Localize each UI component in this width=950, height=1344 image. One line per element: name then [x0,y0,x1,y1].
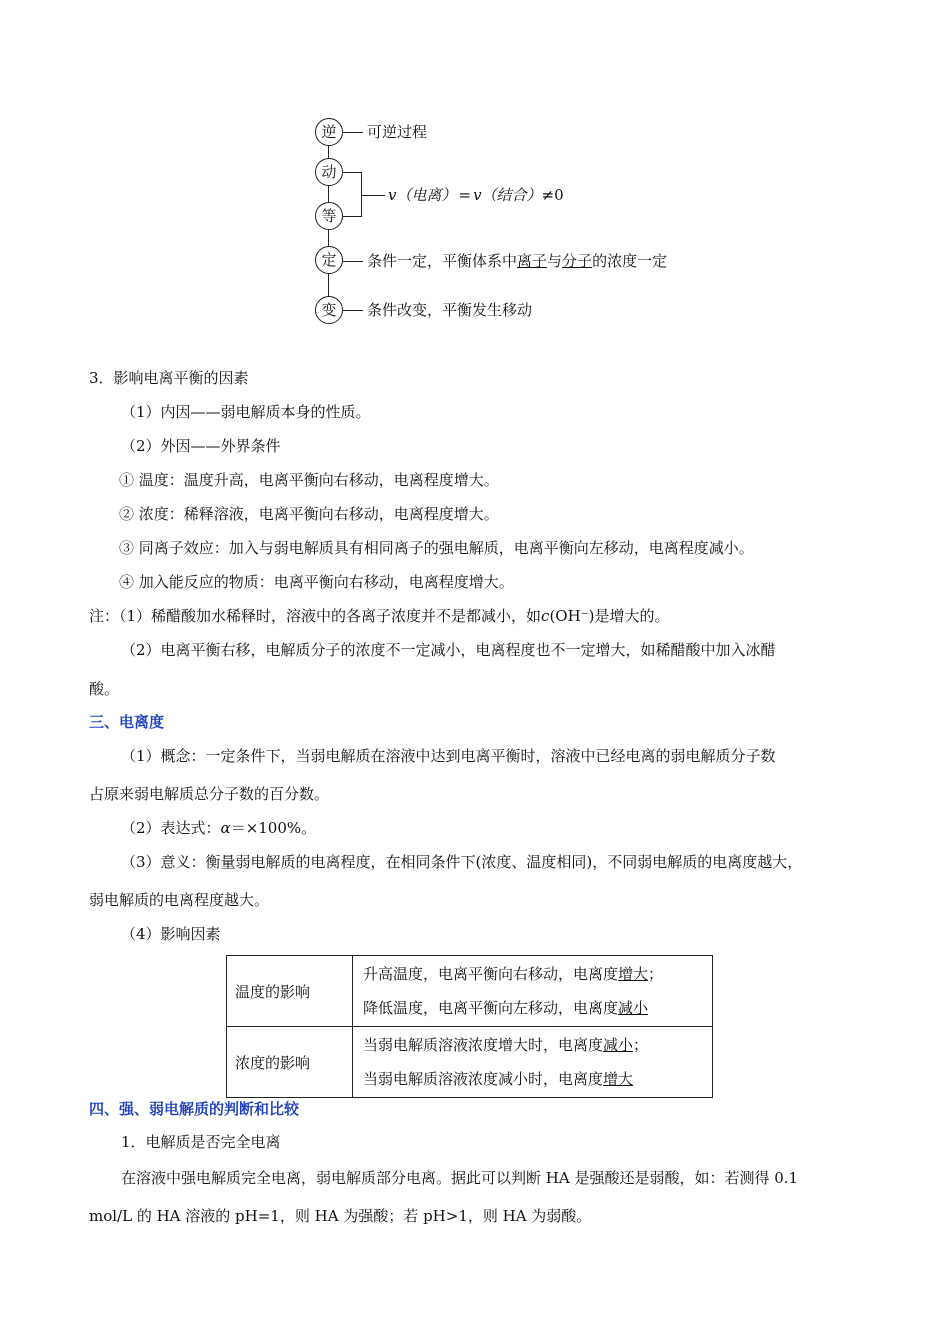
connector-bracket [361,195,385,196]
conc-line2-answer: 增大 [603,1070,634,1088]
connector-ni [343,132,363,133]
temp-line2-text: 降低温度，电离平衡向左移动，电离度 [363,999,619,1017]
heading-ionization-degree: 三、电离度 [89,713,165,731]
note-1-c: c [541,607,550,625]
conc-line2-text: 当弱电解质溶液浓度减小时，电离度 [363,1070,604,1088]
table-row [227,1027,713,1098]
temp-line1-answer: 增大 [618,965,649,983]
connector-bian [343,310,363,311]
label-deng-eq: = [458,186,472,204]
node-deng: 等 [315,202,343,230]
factor-reactant: ④ 加入能反应的物质：电离平衡向右移动，电离程度增大。 [119,573,514,591]
conc-line1-answer: 减小 [603,1036,634,1054]
connector-dong [343,172,361,173]
note-1-pre: 注：（1）稀醋酸加水稀释时，溶液中的各离子浓度并不是都减小，如 [89,607,542,625]
row-content-concentration [353,1027,713,1098]
conc-line1-punct: ； [633,1036,649,1054]
expression-post: ＝×100%。 [230,819,317,837]
label-ding-ion: 离子 [517,252,548,270]
row-header-temperature: 温度的影响 [227,956,353,1027]
temp-line1 [363,957,711,991]
note-1 [89,606,669,626]
conc-line1-text: 当弱电解质溶液浓度增大时，电离度 [363,1036,604,1054]
note-2-line1: （2）电离平衡右移，电解质分子的浓度不一定减小，电离程度也不一定增大，如稀醋酸中加入冰醋 [121,641,776,659]
section3-internal: （1）内因——弱电解质本身的性质。 [121,403,371,421]
conc-line2 [363,1062,711,1096]
concept-line2: 占原来弱电解质总分子数的百分数。 [89,785,330,803]
label-ni: 可逆过程 [367,123,428,141]
label-ding-molecule: 分子 [562,252,593,270]
paragraph-line2: mol/L 的 HA 溶液的 pH=1，则 HA 为强酸；若 pH>1，则 HA 为弱酸。 [89,1207,592,1225]
label-deng-v1: v（电离） [388,186,457,204]
temp-line2 [363,991,711,1025]
section3-title: 3．影响电离平衡的因素 [89,369,249,387]
label-ding-pre: 条件一定，平衡体系中 [367,252,518,270]
label-deng [388,185,564,205]
label-deng-v2: v（结合） [473,186,542,204]
label-ding-post: 的浓度一定 [592,252,668,270]
meaning-line2: 弱电解质的电离程度越大。 [89,891,270,909]
temp-line1-punct: ； [648,965,664,983]
section3-external: （2）外因——外界条件 [121,437,281,455]
node-ni: 逆 [315,118,343,146]
concept-line1: （1）概念：一定条件下，当弱电解质在溶液中达到电离平衡时，溶液中已经电离的弱电解质分子数 [121,747,776,765]
node-ding: 定 [315,246,343,274]
influencing-factors: （4）影响因素 [121,925,221,943]
row-header-concentration: 浓度的影响 [227,1027,353,1098]
note-2-line2: 酸。 [89,680,120,698]
node-dong: 动 [315,158,343,186]
influence-table [226,955,713,1098]
heading-strong-weak: 四、强、弱电解质的判断和比较 [89,1100,300,1118]
factor-temperature: ① 温度：温度升高，电离平衡向右移动，电离程度增大。 [119,471,499,489]
node-bian: 变 [315,296,343,324]
label-ding [367,251,667,271]
label-deng-neq: ≠0 [541,186,564,204]
note-1-post: (OH⁻)是增大的。 [549,607,670,625]
temp-line1-text: 升高温度，电离平衡向右移动，电离度 [363,965,619,983]
expression-pre: （2）表达式： [121,819,221,837]
connector-deng [343,216,361,217]
label-ding-mid: 与 [547,252,563,270]
paragraph-line1: 在溶液中强电解质完全电离，弱电解质部分电离。据此可以判断 HA 是强酸还是弱酸，如：若测得 0.1 [121,1169,799,1187]
connector-ding [343,261,363,262]
label-bian: 条件改变，平衡发生移动 [367,301,533,319]
table-row [227,956,713,1027]
factor-common-ion: ③ 同离子效应：加入与弱电解质具有相同离子的强电解质，电离平衡向左移动，电离程度减小。 [119,539,754,557]
expression [121,818,316,838]
subheading-complete-ionization: 1．电解质是否完全电离 [121,1133,281,1151]
temp-line2-answer: 减小 [618,999,649,1017]
meaning-line1: （3）意义：衡量弱电解质的电离程度，在相同条件下(浓度、温度相同)，不同弱电解质的电离度越大， [121,853,803,871]
row-content-temperature [353,956,713,1027]
expression-alpha: α [220,819,231,837]
factor-concentration: ② 浓度：稀释溶液，电离平衡向右移动，电离程度增大。 [119,505,499,523]
conc-line1 [363,1028,711,1062]
